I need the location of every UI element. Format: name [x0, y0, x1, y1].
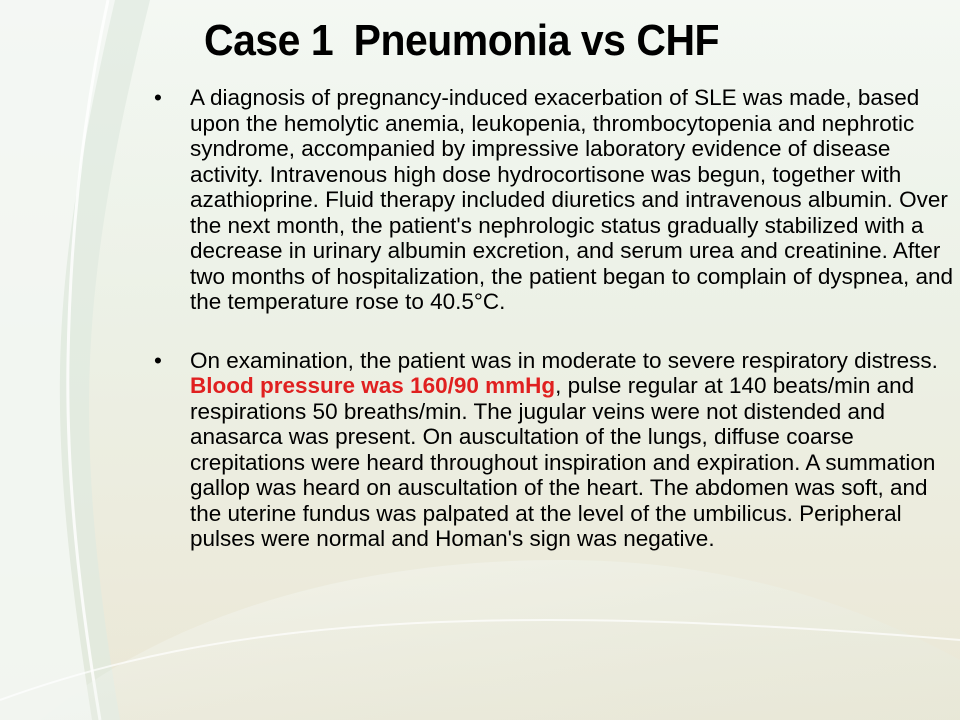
- paragraph-diagnosis: A diagnosis of pregnancy-induced exacerbation of SLE was made, based upon the hemolytic anemia, leukopenia, thrombocytopenia and nephrotic syndrome, accompanied by impressive laboratory evidence of disease activity. Intravenous high dose hydrocortisone was begun, together with azathioprine. Fluid therapy included diuretics and intravenous albumin. Over the next month, the patient's nephrologic status gradually stabilized with a decrease in urinary albumin excretion, and serum urea and creatinine. After two months of hospitalization, the patient began to complain of dyspnea, and the temperature rose to 40.5°C.: [190, 85, 954, 314]
- paragraph-examination-intro: On examination, the patient was in moderate to severe respiratory distress.: [190, 347, 938, 373]
- slide-title: [204, 12, 892, 70]
- title-case-label: Case 1: [204, 16, 334, 65]
- bullet-item-diagnosis: [148, 85, 953, 315]
- bullet-list: [148, 85, 953, 552]
- bullet-item-examination: [148, 348, 953, 552]
- title-topic: Pneumonia vs CHF: [353, 16, 720, 65]
- highlight-blood-pressure: Blood pressure was 160/90 mmHg: [190, 373, 556, 398]
- bullet-icon: •: [154, 85, 162, 110]
- bullet-icon: •: [154, 347, 162, 373]
- paragraph-examination-rest: , pulse regular at 140 beats/min and respirations 50 breaths/min. The jugular veins were not distended and anasarca was present. On auscultation of the lungs, diffuse coarse crepitations were heard throughout inspiration and expiration. A summation gallop was heard on auscultation of the heart. The abdomen was soft, and the uterine fundus was palpated at the level of the umbilicus. Peripheral pulses were normal and Homan's sign was negative.: [190, 373, 936, 551]
